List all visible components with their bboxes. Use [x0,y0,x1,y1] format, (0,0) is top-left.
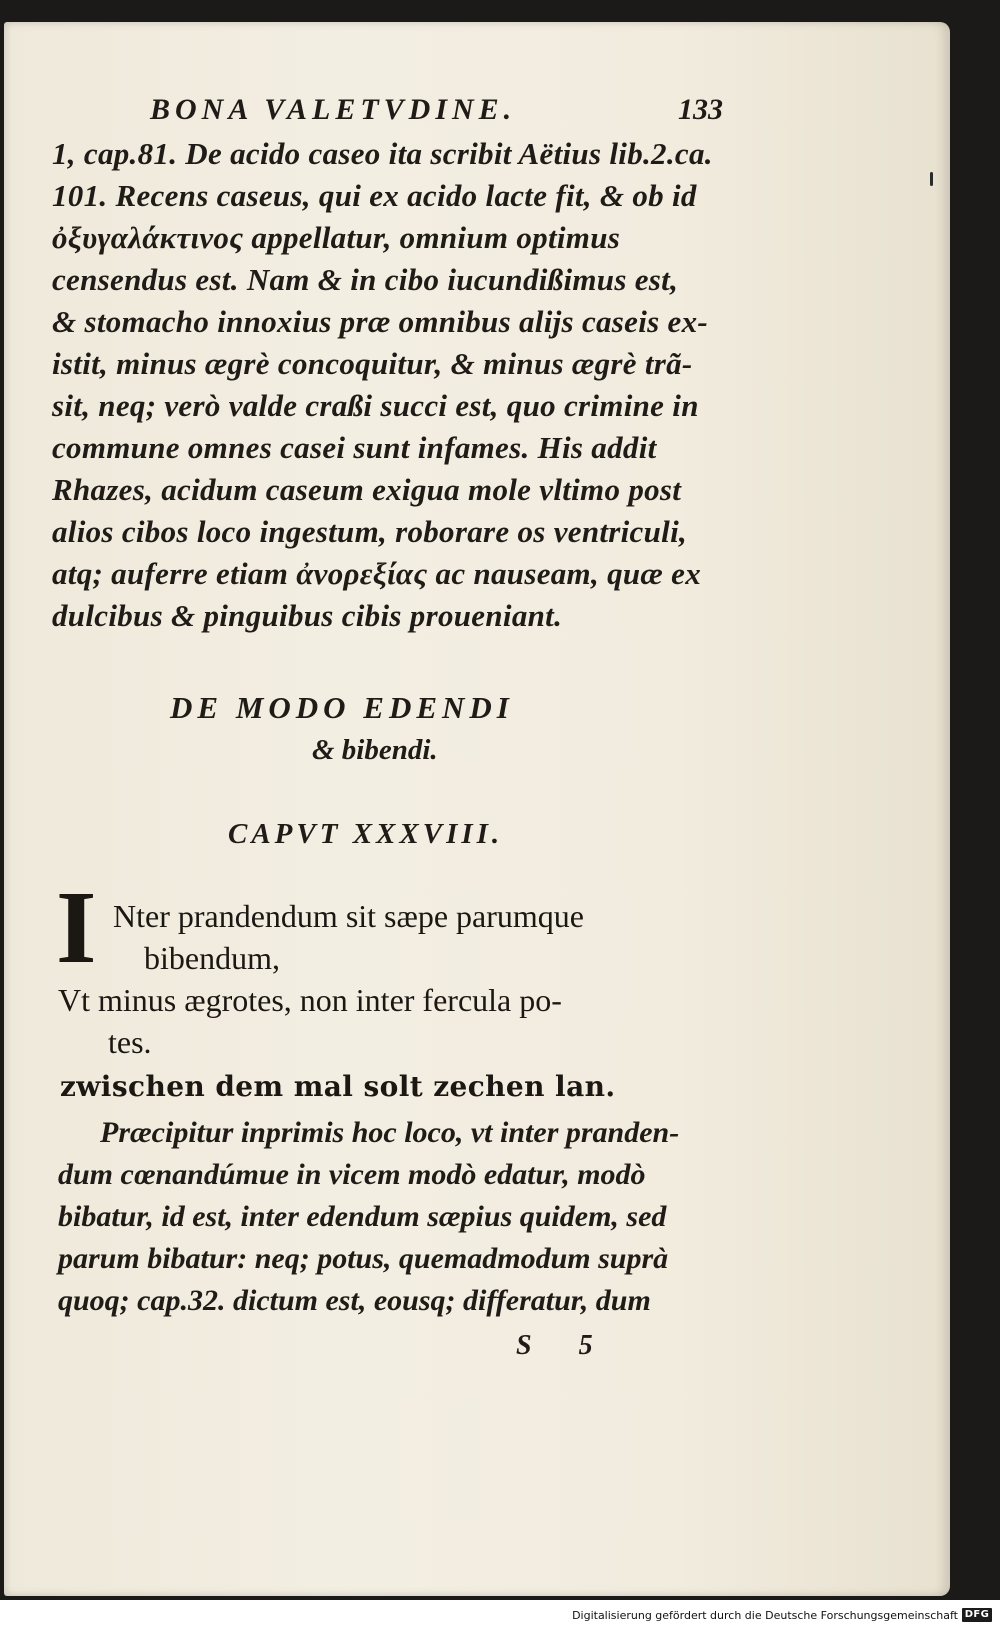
page-number: 133 [678,93,723,126]
page-edge-mark [930,172,933,186]
verse-line-4: tes. [108,1024,152,1060]
text-line-1: 1, cap.81. De acido caseo ita scribit Aëtius lib.2.ca. [52,136,713,171]
text-line-10: alios cibos loco ingestum, roborare os ventriculi, [52,514,688,549]
book-page [4,22,950,1596]
german-verse-line: zwischen dem mal solt zechen lan. [60,1070,616,1103]
text-line-8: commune omnes casei sunt infames. His addit [52,430,657,465]
verse-line-1: Nter prandendum sit sæpe parumque [113,898,584,934]
section-subtitle: & bibendi. [312,734,438,766]
text-line-11: atq; auferre etiam ἀνορεξίας ac nauseam, quæ ex [52,556,702,591]
body-line-1: Præcipitur inprimis hoc loco, vt inter pranden- [100,1116,680,1149]
text-line-4: censendus est. Nam & in cibo iucundißimus est, [52,262,679,297]
digitization-credit: Digitalisierung gefördert durch die Deutsche Forschungsgemeinschaft [572,1609,958,1622]
verse-line-3: Vt minus ægrotes, non inter fercula po- [58,982,562,1018]
text-line-6: istit, minus ægrè concoquitur, & minus ægrè trã- [52,346,693,381]
text-line-2: 101. Recens caseus, qui ex acido lacte fit, & ob id [52,178,697,213]
body-line-2: dum cœnandúmue in vicem modò edatur, modò [58,1158,646,1191]
dfg-logo-icon: DFG [962,1608,992,1622]
text-line-7: sit, neq; verò valde craßi succi est, quo crimine in [52,388,699,423]
body-line-4: parum bibatur: neq; potus, quemadmodum suprà [58,1242,669,1275]
text-line-12: dulcibus & pinguibus cibis proueniant. [52,598,563,633]
text-line-9: Rhazes, acidum caseum exigua mole vltimo post [52,472,682,507]
body-line-5: quoq; cap.32. dictum est, eousq; differatur, dum [58,1284,651,1317]
running-head: BONA VALETVDINE. [150,93,517,126]
body-line-3: bibatur, id est, inter edendum sæpius quidem, sed [58,1200,667,1233]
verse-line-2: bibendum, [144,940,280,976]
chapter-title: CAPVT XXXVIII. [228,818,504,850]
text-line-5: & stomacho innoxius præ omnibus alijs caseis ex- [52,304,709,339]
section-title: DE MODO EDENDI [170,690,514,725]
signature-mark: S 5 [516,1330,613,1361]
text-line-3: ὀξυγαλάκτινος appellatur, omnium optimus [52,220,621,255]
drop-cap-initial: I [56,870,97,985]
